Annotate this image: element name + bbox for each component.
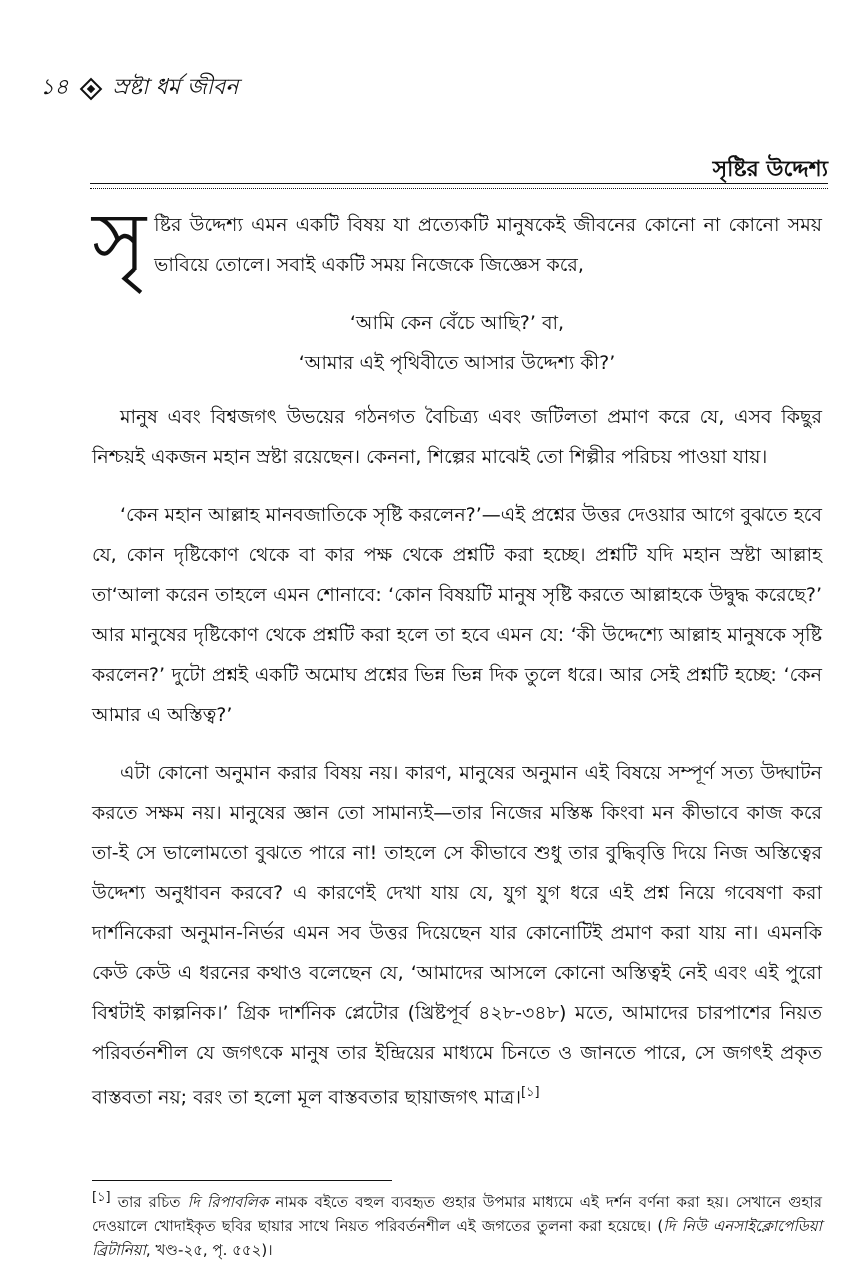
paragraph-3 (92, 753, 822, 1117)
question-1: ‘আমি কেন বেঁচে আছি?’ বা, (349, 312, 565, 334)
footnote-text-1: তার রচিত (110, 1193, 188, 1211)
section-rule (90, 183, 828, 184)
footnote-source: দি নিউ এনসাইক্লোপেডিয়া ব্রিটানিয়া (92, 1217, 822, 1259)
diamond-ornament-icon (79, 77, 102, 100)
book-title: স্রষ্টা ধর্ম জীবন (112, 75, 239, 100)
running-header (40, 70, 238, 107)
section-rule-dotted (90, 188, 828, 189)
drop-cap: সৃ (92, 195, 147, 290)
section-title: সৃষ্টির উদ্দেশ্য (712, 157, 828, 182)
paragraph-1: মানুষ এবং বিশ্বজগৎ উভয়ের গঠনগত বৈচিত্র্য এবং জটিলতা প্রমাণ করে যে, এসব কিছুর নিশ্চয়ই একজন মহান স্রষ্টা রয়েছেন। কেননা, শিল্পের মাঝেই তো শিল্পীর পরিচয় পাওয়া যায়। (92, 406, 822, 468)
body-text (92, 195, 822, 1135)
paragraph-2: ‘কেন মহান আল্লাহ মানবজাতিকে সৃষ্টি করলেন?’—এই প্রশ্নের উত্তর দেওয়ার আগে বুঝতে হবে যে, কোন দৃষ্টিকোণ থেকে বা কার পক্ষ থেকে প্রশ্নটি করা হচ্ছে। প্রশ্নটি যদি মহান স্রষ্টা আল্লাহ তা‘আলা করেন তাহলে এমন শোনাবে: ‘কোন বিষয়টি মানুষ সৃষ্টি করতে আল্লাহকে উদ্বুদ্ধ করেছে?’ আর মানুষের দৃষ্টিকোণ থেকে প্রশ্নটি করা হলে তা হবে এমন যে: ‘কী উদ্দেশ্যে আল্লাহ মানুষকে সৃষ্টি করলেন?’ দুটো প্রশ্নই একটি অমোঘ প্রশ্নের ভিন্ন ভিন্ন দিক তুলে ধরে। আর সেই প্রশ্নটি হচ্ছে: ‘কেন আমার এ অস্তিত্ব?’ (92, 504, 822, 726)
footnote-marker: [১] (92, 1190, 111, 1205)
footnote-rule (92, 1180, 392, 1181)
footnote-text-3: , খণ্ড-২৫, পৃ. ৫৫২)। (145, 1241, 273, 1259)
intro-paragraph (92, 195, 822, 290)
footnote-reference: [১] (520, 1085, 540, 1100)
intro-text: ষ্টির উদ্দেশ্য এমন একটি বিষয় যা প্রত্যেকটি মানুষকেই জীবনের কোনো না কোনো সময় ভাবিয়ে তোলে। সবাই একটি সময় নিজেকে জিজ্ঞেস করে, (154, 214, 822, 276)
page-number: ১৪ (40, 75, 69, 100)
footnote-book-title: দি রিপাবলিক (187, 1193, 269, 1211)
paragraph-3-text: এটা কোনো অনুমান করার বিষয় নয়। কারণ, মানুষের অনুমান এই বিষয়ে সম্পূর্ণ সত্য উদ্ঘাটন করতে সক্ষম নয়। মানুষের জ্ঞান তো সামান্যই—তার নিজের মস্তিষ্ক কিংবা মন কীভাবে কাজ করে তা-ই সে ভালোমতো বুঝতে পারে না! তাহলে সে কীভাবে শুধু তার বুদ্ধিবৃত্তি দিয়ে নিজ অস্তিত্বের উদ্দেশ্য অনুধাবন করবে? এ কারণেই দেখা যায় যে, যুগ যুগ ধরে এই প্রশ্ন নিয়ে গবেষণা করা দার্শনিকেরা অনুমান-নির্ভর এমন সব উত্তর দিয়েছেন যার কোনোটিই প্রমাণ করা যায় না। এমনকি কেউ কেউ এ ধরনের কথাও বলেছেন যে, ‘আমাদের আসলে কোনো অস্তিত্বই নেই এবং এই পুরো বিশ্বটাই কাল্পনিক।’ গ্রিক দার্শনিক প্লেটোর (খ্রিষ্টপূর্ব ৪২৮-৩৪৮) মতে, আমাদের চারপাশের নিয়ত পরিবর্তনশীল যে জগৎকে মানুষ তার ইন্দ্রিয়ের মাধ্যমে চিনতে ও জানতে পারে, সে জগৎই প্রকৃত বাস্তবতা নয়; বরং তা হলো মূল বাস্তবতার ছায়াজগৎ মাত্র। (92, 762, 822, 1109)
question-2: ‘আমার এই পৃথিবীতে আসার উদ্দেশ্য কী?’ (298, 352, 616, 374)
footnote-text-2: নামক বইতে বহুল ব্যবহৃত গুহার উপমার মাধ্যমে এই দর্শন বর্ণনা করা হয়। সেখানে গুহার দেওয়ালে খোদাইকৃত ছবির ছায়ার সাথে নিয়ত পরিবর্তনশীল এই জগতের তুলনা করা হয়েছে। ( (92, 1193, 822, 1235)
footnote (92, 1186, 822, 1262)
